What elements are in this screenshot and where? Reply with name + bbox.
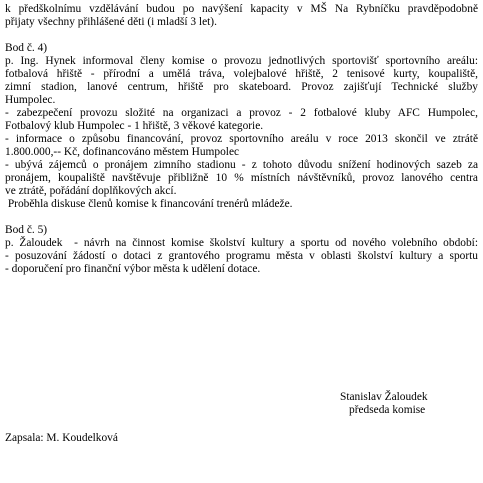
item5-line-2: - posuzování žádostí o dotaci z grantového programu města v oblasti školství kultury a sportu [5,250,478,262]
signature-name: Stanislav Žaloudek [340,391,428,403]
item4-line-10: pronájem, koupaliště navštěvuje přibližně 10 % místních návštěvníků, provoz lanového centra [5,172,478,184]
intro-line-1: k předškolnímu vzdělávání budou po navýšení kapacity v MŠ Na Rybníčku pravděpodobně [5,3,478,15]
item4-heading: Bod č. 4) [5,42,48,54]
item4-line-7: - informace o způsobu financování, provoz sportovního areálu v roce 2013 skončil ve ztrátě [5,133,478,145]
item4-line-1: p. Ing. Hynek informoval členy komise o provozu jednotlivých sportovišť sportovního areálu: [5,55,478,67]
item4-line-3: zimní stadion, lanové centrum, hřiště pro skateboard. Provoz zajišťují Technické služby [5,81,478,93]
item5-line-1: p. Žaloudek - návrh na činnost komise školství kultury a sportu od nového volebního období: [5,237,478,249]
signature-role: předseda komise [349,404,426,416]
item4-line-5: - zabezpečení provozu složité na organizaci a provoz - 2 fotbalové kluby AFC Humpolec, [5,107,478,119]
item4-line-12: Proběhla diskuse členů komise k financování trenérů mládeže. [5,198,293,210]
item4-line-6: Fotbalový klub Humpolec - 1 hřiště, 3 věkové kategorie. [5,120,264,132]
item4-line-8: 1.800.000,-- Kč, dofinancováno městem Humpolec [5,146,240,158]
intro-line-2: přijaty všechny přihlášené děti (i mladší 3 let). [5,16,217,28]
item5-heading: Bod č. 5) [5,224,48,236]
item4-line-2: fotbalová hřiště - přírodní a umělá tráva, volejbalové hřiště, 2 tenisové kurty, koupaliště, [5,68,478,80]
item5-line-3: - doporučení pro finanční výbor města k udělení dotace. [5,263,261,275]
item4-line-11: ve ztrátě, pořádání doplňkových akcí. [5,185,177,197]
item4-line-4: Humpolec. [5,94,56,106]
recorder-line: Zapsala: M. Koudelková [5,432,118,444]
item4-line-9: - ubývá zájemců o pronájem zimního stadionu - z tohoto důvodu snížení hodinových sazeb za [5,159,478,171]
